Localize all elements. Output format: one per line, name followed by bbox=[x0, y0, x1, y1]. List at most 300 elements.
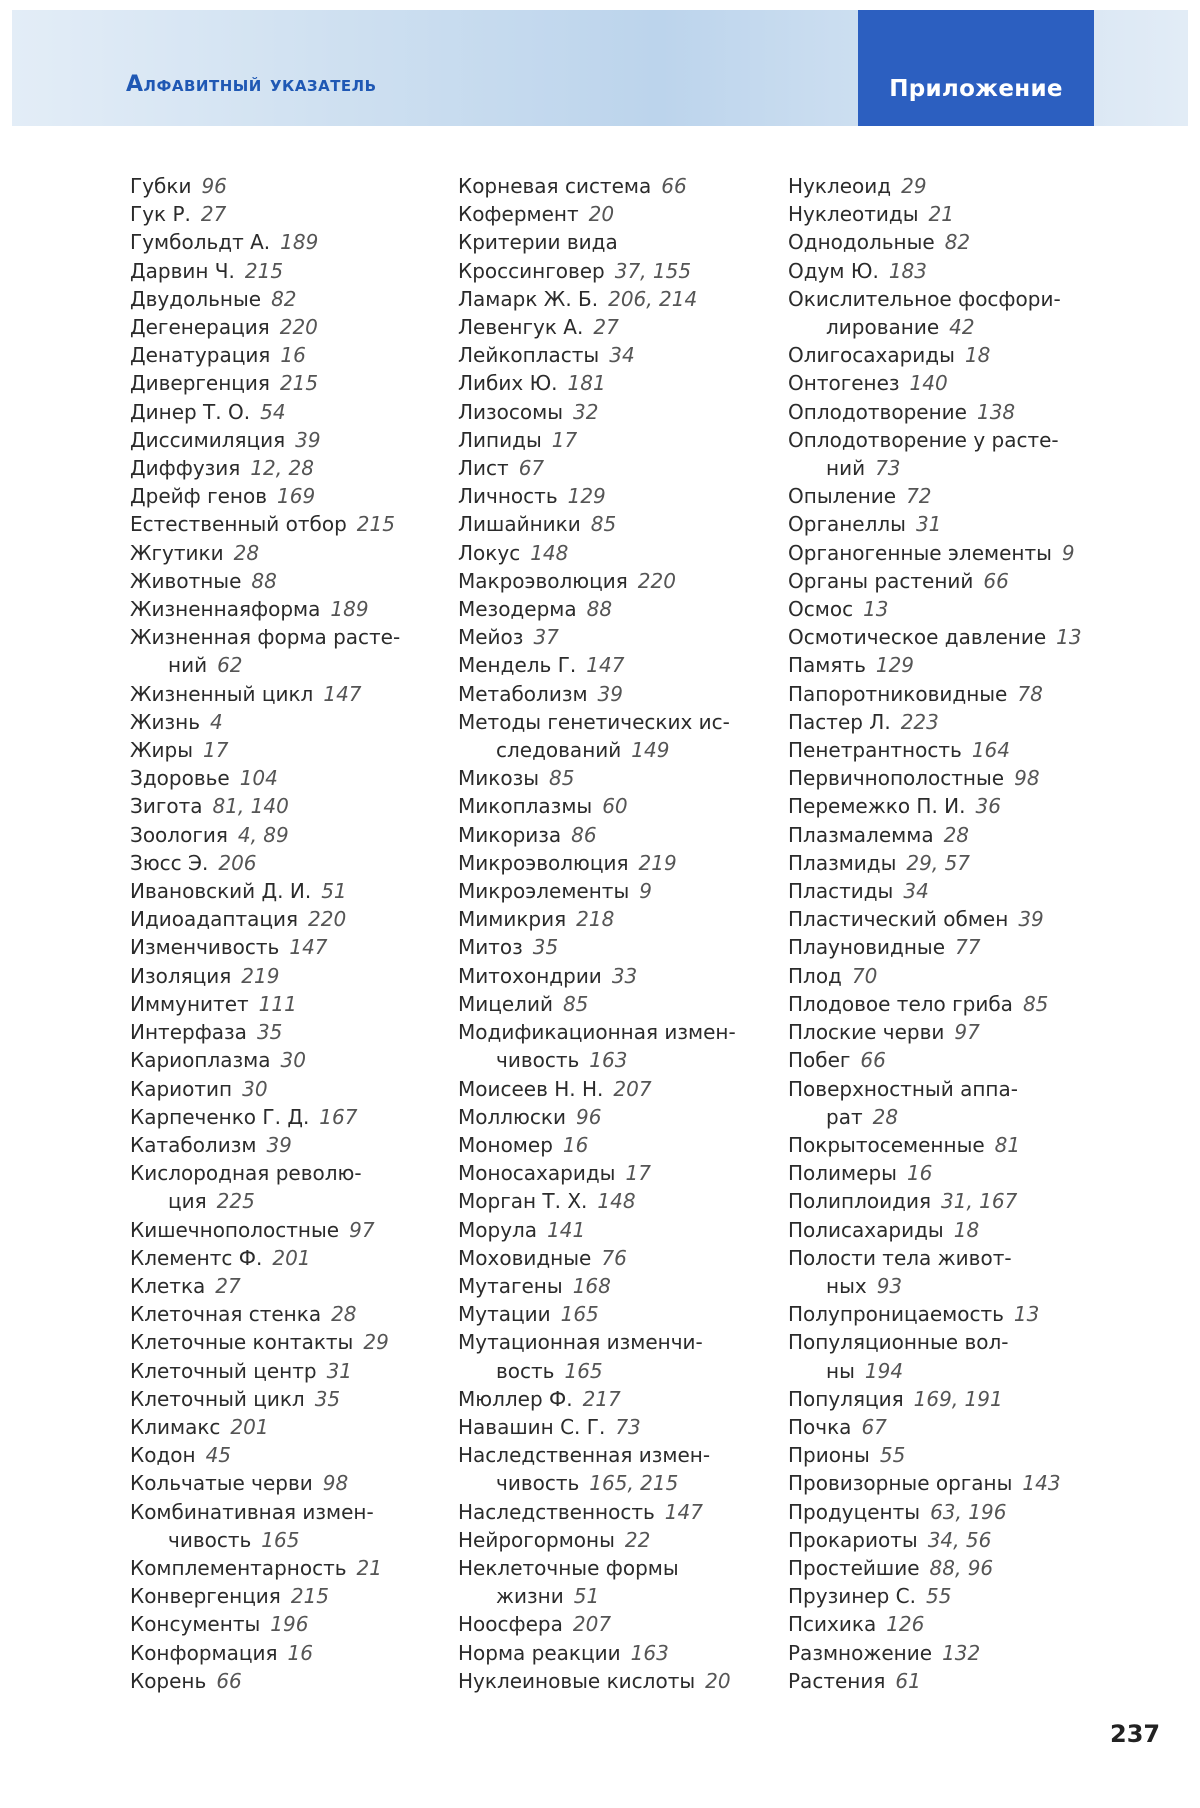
index-entry bbox=[130, 1018, 460, 1046]
index-term: Моховидные bbox=[458, 1245, 592, 1270]
index-term: Жгутики bbox=[130, 540, 224, 565]
index-entry bbox=[458, 510, 788, 538]
index-entry bbox=[458, 1103, 788, 1131]
index-pages: 27 bbox=[200, 202, 227, 227]
index-term: Денатурация bbox=[130, 343, 271, 368]
index-pages: 39 bbox=[597, 681, 623, 706]
index-entry bbox=[458, 257, 788, 285]
index-entry bbox=[130, 285, 460, 313]
index-pages: 31, 167 bbox=[941, 1189, 1018, 1214]
index-term: Оплодотворение bbox=[788, 399, 967, 424]
index-pages: 16 bbox=[280, 343, 306, 368]
index-pages: 163 bbox=[630, 1640, 669, 1665]
index-term: Пластический обмен bbox=[788, 907, 1009, 932]
index-term: Методы генетических ис- bbox=[458, 709, 730, 734]
index-term: Размножение bbox=[788, 1640, 933, 1665]
index-entry bbox=[130, 1300, 460, 1328]
index-pages: 96 bbox=[201, 174, 227, 198]
index-entry bbox=[458, 454, 788, 482]
index-pages: 21 bbox=[928, 202, 954, 227]
index-pages: 45 bbox=[205, 1443, 232, 1468]
index-entry bbox=[788, 821, 1088, 849]
index-entry bbox=[788, 1046, 1088, 1074]
index-pages: 147 bbox=[586, 653, 625, 678]
index-entry bbox=[130, 905, 460, 933]
index-pages: 34, 56 bbox=[927, 1527, 992, 1552]
index-entry bbox=[788, 1385, 1088, 1413]
index-term: Зигота bbox=[130, 794, 203, 819]
index-pages: 30 bbox=[242, 1076, 268, 1101]
index-pages: 17 bbox=[551, 427, 578, 452]
index-pages: 82 bbox=[271, 286, 297, 311]
index-term: Комбинативная измен- bbox=[130, 1499, 374, 1524]
index-pages: 97 bbox=[954, 1020, 980, 1045]
index-pages: 39 bbox=[266, 1132, 292, 1157]
index-entry bbox=[130, 1413, 460, 1441]
index-term: Моллюски bbox=[458, 1104, 566, 1129]
index-term: вость bbox=[496, 1358, 555, 1383]
index-pages: 165 bbox=[261, 1527, 300, 1552]
index-term: Корень bbox=[130, 1668, 207, 1693]
index-pages: 60 bbox=[602, 794, 628, 819]
index-entry bbox=[458, 623, 788, 651]
index-term: Мезодерма bbox=[458, 597, 577, 622]
index-entry bbox=[130, 200, 460, 228]
index-term: Мюллер Ф. bbox=[458, 1386, 573, 1411]
index-pages: 82 bbox=[944, 230, 971, 255]
index-entry bbox=[130, 792, 460, 820]
index-pages: 218 bbox=[576, 907, 615, 932]
index-term: Первичнополостные bbox=[788, 766, 1005, 791]
index-entry bbox=[788, 1103, 1088, 1131]
index-pages: 85 bbox=[1022, 991, 1049, 1016]
index-entry bbox=[130, 1639, 460, 1667]
index-term: Липиды bbox=[458, 427, 542, 452]
index-term: Плод bbox=[788, 963, 842, 988]
index-pages: 132 bbox=[942, 1640, 981, 1665]
index-term: Нуклеотиды bbox=[788, 202, 919, 227]
index-pages: 223 bbox=[900, 709, 939, 734]
index-pages: 165, 215 bbox=[589, 1471, 679, 1496]
index-entry bbox=[458, 567, 788, 595]
index-entry bbox=[788, 905, 1088, 933]
index-term: Губки bbox=[130, 174, 192, 198]
index-entry bbox=[458, 1526, 788, 1554]
index-entry bbox=[458, 877, 788, 905]
index-pages: 29 bbox=[901, 174, 927, 198]
index-term: Дарвин Ч. bbox=[130, 258, 235, 283]
index-pages: 85 bbox=[549, 766, 575, 791]
index-pages: 76 bbox=[601, 1245, 627, 1270]
index-entry bbox=[788, 1300, 1088, 1328]
index-entry bbox=[130, 482, 460, 510]
index-term: Олигосахариды bbox=[788, 343, 955, 368]
index-entry bbox=[788, 1328, 1088, 1356]
index-term: Провизорные органы bbox=[788, 1471, 1013, 1496]
index-pages: 20 bbox=[588, 202, 615, 227]
index-pages: 194 bbox=[864, 1358, 904, 1383]
index-term: Дрейф генов bbox=[130, 484, 267, 509]
index-entry bbox=[788, 1075, 1088, 1103]
index-entry bbox=[130, 228, 460, 256]
index-entry bbox=[788, 933, 1088, 961]
index-entry bbox=[130, 172, 460, 200]
index-entry bbox=[788, 1244, 1088, 1272]
index-entry bbox=[788, 369, 1088, 397]
index-entry bbox=[130, 764, 460, 792]
index-term: Пастер Л. bbox=[788, 709, 891, 734]
index-entry bbox=[130, 1582, 460, 1610]
index-term: Гук Р. bbox=[130, 202, 191, 227]
index-term: Однодольные bbox=[788, 230, 935, 255]
index-pages: 66 bbox=[216, 1668, 242, 1693]
index-entry bbox=[458, 1469, 788, 1497]
index-pages: 55 bbox=[925, 1584, 952, 1609]
index-term: Память bbox=[788, 653, 866, 678]
index-pages: 220 bbox=[308, 907, 347, 932]
index-entry bbox=[788, 1018, 1088, 1046]
index-entry bbox=[130, 426, 460, 454]
index-term: Опыление bbox=[788, 484, 897, 509]
index-term: ний bbox=[826, 456, 866, 481]
index-pages: 13 bbox=[1013, 1302, 1040, 1327]
index-term: рат bbox=[826, 1104, 863, 1129]
page-number: 237 bbox=[1110, 1720, 1161, 1748]
index-term: Диссимиляция bbox=[130, 427, 286, 452]
index-pages: 147 bbox=[323, 681, 362, 706]
index-term: Диффузия bbox=[130, 456, 241, 481]
index-pages: 34 bbox=[609, 343, 635, 368]
index-entry bbox=[458, 313, 788, 341]
index-entry bbox=[130, 1244, 460, 1272]
index-term: Кишечнополостные bbox=[130, 1217, 340, 1242]
index-term: Наследственность bbox=[458, 1499, 655, 1524]
index-term: Критерии вида bbox=[458, 230, 618, 255]
index-entry bbox=[788, 200, 1088, 228]
index-term: Онтогенез bbox=[788, 371, 900, 396]
index-term: Либих Ю. bbox=[458, 371, 558, 396]
index-pages: 73 bbox=[875, 456, 901, 481]
index-term: Митоз bbox=[458, 935, 523, 960]
index-pages: 18 bbox=[964, 343, 991, 368]
index-pages: 148 bbox=[530, 540, 569, 565]
index-pages: 18 bbox=[953, 1217, 980, 1242]
index-pages: 220 bbox=[279, 315, 318, 340]
index-term: Левенгук А. bbox=[458, 315, 584, 340]
index-term: Митохондрии bbox=[458, 963, 602, 988]
index-entry bbox=[458, 1639, 788, 1667]
index-pages: 97 bbox=[349, 1217, 375, 1242]
index-entry bbox=[458, 1357, 788, 1385]
index-pages: 163 bbox=[589, 1048, 628, 1073]
index-entry bbox=[458, 482, 788, 510]
index-entry bbox=[458, 1385, 788, 1413]
index-entry bbox=[788, 1216, 1088, 1244]
index-pages: 138 bbox=[976, 399, 1016, 424]
index-term: Плодовое тело гриба bbox=[788, 991, 1013, 1016]
index-entry bbox=[458, 200, 788, 228]
index-entry bbox=[788, 398, 1088, 426]
index-pages: 189 bbox=[280, 230, 319, 255]
index-term: Мутации bbox=[458, 1302, 551, 1327]
index-entry bbox=[130, 369, 460, 397]
index-entry bbox=[788, 228, 1088, 256]
index-pages: 129 bbox=[567, 484, 606, 509]
index-pages: 9 bbox=[639, 879, 652, 904]
index-pages: 22 bbox=[624, 1527, 651, 1552]
index-pages: 189 bbox=[330, 597, 369, 622]
index-entry bbox=[458, 821, 788, 849]
index-pages: 51 bbox=[573, 1584, 600, 1609]
index-entry bbox=[788, 1187, 1088, 1215]
index-term: Изоляция bbox=[130, 963, 232, 988]
index-entry bbox=[458, 285, 788, 313]
index-pages: 21 bbox=[356, 1555, 382, 1580]
index-column-2 bbox=[458, 172, 788, 1695]
index-entry bbox=[458, 651, 788, 679]
index-term: Клеточная стенка bbox=[130, 1302, 322, 1327]
index-pages: 28 bbox=[331, 1302, 357, 1327]
index-entry bbox=[130, 1103, 460, 1131]
index-entry bbox=[458, 228, 788, 256]
index-pages: 33 bbox=[611, 963, 638, 988]
index-term: Клеточный центр bbox=[130, 1358, 317, 1383]
index-term: Побег bbox=[788, 1048, 851, 1073]
index-entry bbox=[458, 341, 788, 369]
index-term: Полимеры bbox=[788, 1161, 897, 1186]
index-pages: 54 bbox=[260, 399, 286, 424]
index-entry bbox=[788, 1667, 1088, 1695]
index-pages: 67 bbox=[518, 456, 545, 481]
index-pages: 164 bbox=[971, 738, 1010, 763]
index-term: Микозы bbox=[458, 766, 539, 791]
index-entry bbox=[788, 651, 1088, 679]
index-term: Неклеточные формы bbox=[458, 1555, 679, 1580]
index-term: Моносахариды bbox=[458, 1161, 616, 1186]
index-pages: 196 bbox=[270, 1612, 309, 1637]
index-pages: 215 bbox=[279, 371, 319, 396]
index-pages: 219 bbox=[638, 850, 677, 875]
index-entry bbox=[788, 1498, 1088, 1526]
index-entry bbox=[788, 736, 1088, 764]
index-entry bbox=[788, 1272, 1088, 1300]
index-entry bbox=[458, 1554, 788, 1582]
index-term: Лишайники bbox=[458, 512, 581, 537]
index-entry bbox=[130, 623, 460, 651]
index-pages: 62 bbox=[217, 653, 243, 678]
index-entry bbox=[130, 1498, 460, 1526]
index-entry bbox=[130, 849, 460, 877]
index-term: Мицелий bbox=[458, 991, 553, 1016]
index-entry bbox=[788, 313, 1088, 341]
index-term: Мутационная изменчи- bbox=[458, 1330, 703, 1355]
index-entry bbox=[130, 1159, 460, 1187]
index-term: Идиоадаптация bbox=[130, 907, 298, 932]
index-term: Дивергенция bbox=[130, 371, 270, 396]
index-entry bbox=[788, 539, 1088, 567]
index-pages: 16 bbox=[906, 1161, 933, 1186]
index-entry bbox=[458, 849, 788, 877]
index-entry bbox=[130, 1554, 460, 1582]
index-term: Кариотип bbox=[130, 1076, 233, 1101]
index-entry bbox=[130, 1357, 460, 1385]
index-pages: 13 bbox=[1056, 625, 1082, 650]
index-pages: 55 bbox=[879, 1443, 906, 1468]
index-term: Корневая система bbox=[458, 174, 652, 198]
index-entry bbox=[130, 1469, 460, 1497]
index-term: Кодон bbox=[130, 1443, 196, 1468]
index-term: Ивановский Д. И. bbox=[130, 879, 312, 904]
index-pages: 39 bbox=[1018, 907, 1044, 932]
index-term: Микоплазмы bbox=[458, 794, 593, 819]
index-entry bbox=[788, 877, 1088, 905]
index-column-1 bbox=[130, 172, 460, 1695]
index-term: Лист bbox=[458, 456, 509, 481]
index-pages: 149 bbox=[631, 738, 670, 763]
index-entry bbox=[130, 1075, 460, 1103]
section-tab bbox=[858, 10, 1094, 126]
index-term: Клетка bbox=[130, 1273, 206, 1298]
index-entry bbox=[458, 1187, 788, 1215]
index-entry bbox=[788, 1357, 1088, 1385]
index-pages: 27 bbox=[215, 1273, 241, 1298]
index-pages: 165 bbox=[564, 1358, 603, 1383]
index-term: Популяционные вол- bbox=[788, 1330, 1009, 1355]
index-pages: 167 bbox=[319, 1104, 358, 1129]
index-term: Одум Ю. bbox=[788, 258, 879, 283]
index-pages: 66 bbox=[983, 568, 1009, 593]
index-term: чивость bbox=[496, 1471, 580, 1496]
index-pages: 165 bbox=[560, 1302, 599, 1327]
index-term: Продуценты bbox=[788, 1499, 921, 1524]
index-pages: 32 bbox=[573, 399, 599, 424]
index-entry bbox=[130, 510, 460, 538]
index-term: Конформация bbox=[130, 1640, 278, 1665]
index-pages: 9 bbox=[1061, 540, 1075, 565]
index-term: Полиплоидия bbox=[788, 1189, 932, 1214]
index-term: Плауновидные bbox=[788, 935, 946, 960]
index-entry bbox=[458, 680, 788, 708]
index-pages: 96 bbox=[575, 1104, 602, 1129]
index-pages: 143 bbox=[1022, 1471, 1061, 1496]
index-entry bbox=[458, 172, 788, 200]
index-term: Перемежко П. И. bbox=[788, 794, 966, 819]
index-term: Нейрогормоны bbox=[458, 1527, 615, 1552]
index-term: ных bbox=[826, 1273, 867, 1298]
index-entry bbox=[458, 1272, 788, 1300]
index-entry bbox=[458, 990, 788, 1018]
index-entry bbox=[458, 539, 788, 567]
index-entry bbox=[788, 708, 1088, 736]
index-term: Ноосфера bbox=[458, 1612, 563, 1637]
index-entry bbox=[788, 341, 1088, 369]
index-term: Навашин С. Г. bbox=[458, 1414, 606, 1439]
index-term: Кислородная револю- bbox=[130, 1161, 362, 1186]
index-term: Конвергенция bbox=[130, 1584, 281, 1609]
index-pages: 28 bbox=[872, 1104, 899, 1129]
index-entry bbox=[130, 736, 460, 764]
index-term: Папоротниковидные bbox=[788, 681, 1008, 706]
section-label: Приложение bbox=[889, 76, 1063, 102]
index-pages: 35 bbox=[314, 1386, 341, 1411]
index-pages: 81, 140 bbox=[212, 794, 289, 819]
index-term: Растения bbox=[788, 1668, 886, 1693]
index-term: ция bbox=[168, 1189, 207, 1214]
index-entry bbox=[788, 1131, 1088, 1159]
index-term: Наследственная измен- bbox=[458, 1443, 711, 1468]
index-pages: 61 bbox=[895, 1668, 921, 1693]
index-term: Норма реакции bbox=[458, 1640, 621, 1665]
index-entry bbox=[130, 680, 460, 708]
index-entry bbox=[458, 736, 788, 764]
index-column-3 bbox=[788, 172, 1088, 1695]
index-pages: 29, 57 bbox=[906, 850, 971, 875]
index-term: Прокариоты bbox=[788, 1527, 918, 1552]
index-pages: 70 bbox=[851, 963, 878, 988]
index-pages: 35 bbox=[532, 935, 559, 960]
index-pages: 81 bbox=[994, 1132, 1021, 1157]
index-term: Психика bbox=[788, 1612, 877, 1637]
index-entry bbox=[458, 1498, 788, 1526]
index-entry bbox=[458, 1300, 788, 1328]
index-entry bbox=[130, 1187, 460, 1215]
index-entry bbox=[788, 454, 1088, 482]
index-pages: 86 bbox=[571, 822, 597, 847]
index-entry bbox=[458, 1244, 788, 1272]
index-term: Покрытосеменные bbox=[788, 1132, 985, 1157]
index-term: лирование bbox=[826, 315, 940, 340]
index-entry bbox=[130, 821, 460, 849]
index-pages: 201 bbox=[272, 1245, 311, 1270]
index-pages: 111 bbox=[258, 991, 297, 1016]
index-entry bbox=[458, 792, 788, 820]
index-term: Кольчатые черви bbox=[130, 1471, 313, 1496]
index-pages: 39 bbox=[295, 427, 321, 452]
index-term: Морула bbox=[458, 1217, 538, 1242]
index-term: ны bbox=[826, 1358, 855, 1383]
index-pages: 98 bbox=[322, 1471, 349, 1496]
index-entry bbox=[788, 1159, 1088, 1187]
index-entry bbox=[458, 1441, 788, 1469]
index-entry bbox=[788, 1610, 1088, 1638]
index-pages: 66 bbox=[661, 174, 687, 198]
index-pages: 147 bbox=[664, 1499, 703, 1524]
index-entry bbox=[130, 651, 460, 679]
index-entry bbox=[788, 567, 1088, 595]
index-entry bbox=[788, 1441, 1088, 1469]
index-term: следований bbox=[496, 738, 622, 763]
index-entry bbox=[458, 426, 788, 454]
index-entry bbox=[130, 708, 460, 736]
index-entry bbox=[788, 764, 1088, 792]
index-term: Жизненная форма расте- bbox=[130, 625, 401, 650]
index-entry bbox=[458, 933, 788, 961]
index-term: Кроссинговер bbox=[458, 258, 605, 283]
index-pages: 35 bbox=[256, 1020, 283, 1045]
index-term: Нуклеоид bbox=[788, 174, 892, 198]
page-title: Алфавитный указатель bbox=[126, 72, 377, 97]
index-pages: 34 bbox=[903, 879, 929, 904]
index-pages: 20 bbox=[705, 1668, 731, 1693]
index-entry bbox=[788, 1554, 1088, 1582]
index-entry bbox=[458, 369, 788, 397]
index-pages: 93 bbox=[876, 1273, 903, 1298]
index-term: Лейкопласты bbox=[458, 343, 600, 368]
index-entry bbox=[130, 1046, 460, 1074]
index-entry bbox=[130, 567, 460, 595]
index-term: Микроэлементы bbox=[458, 879, 630, 904]
index-entry bbox=[458, 962, 788, 990]
